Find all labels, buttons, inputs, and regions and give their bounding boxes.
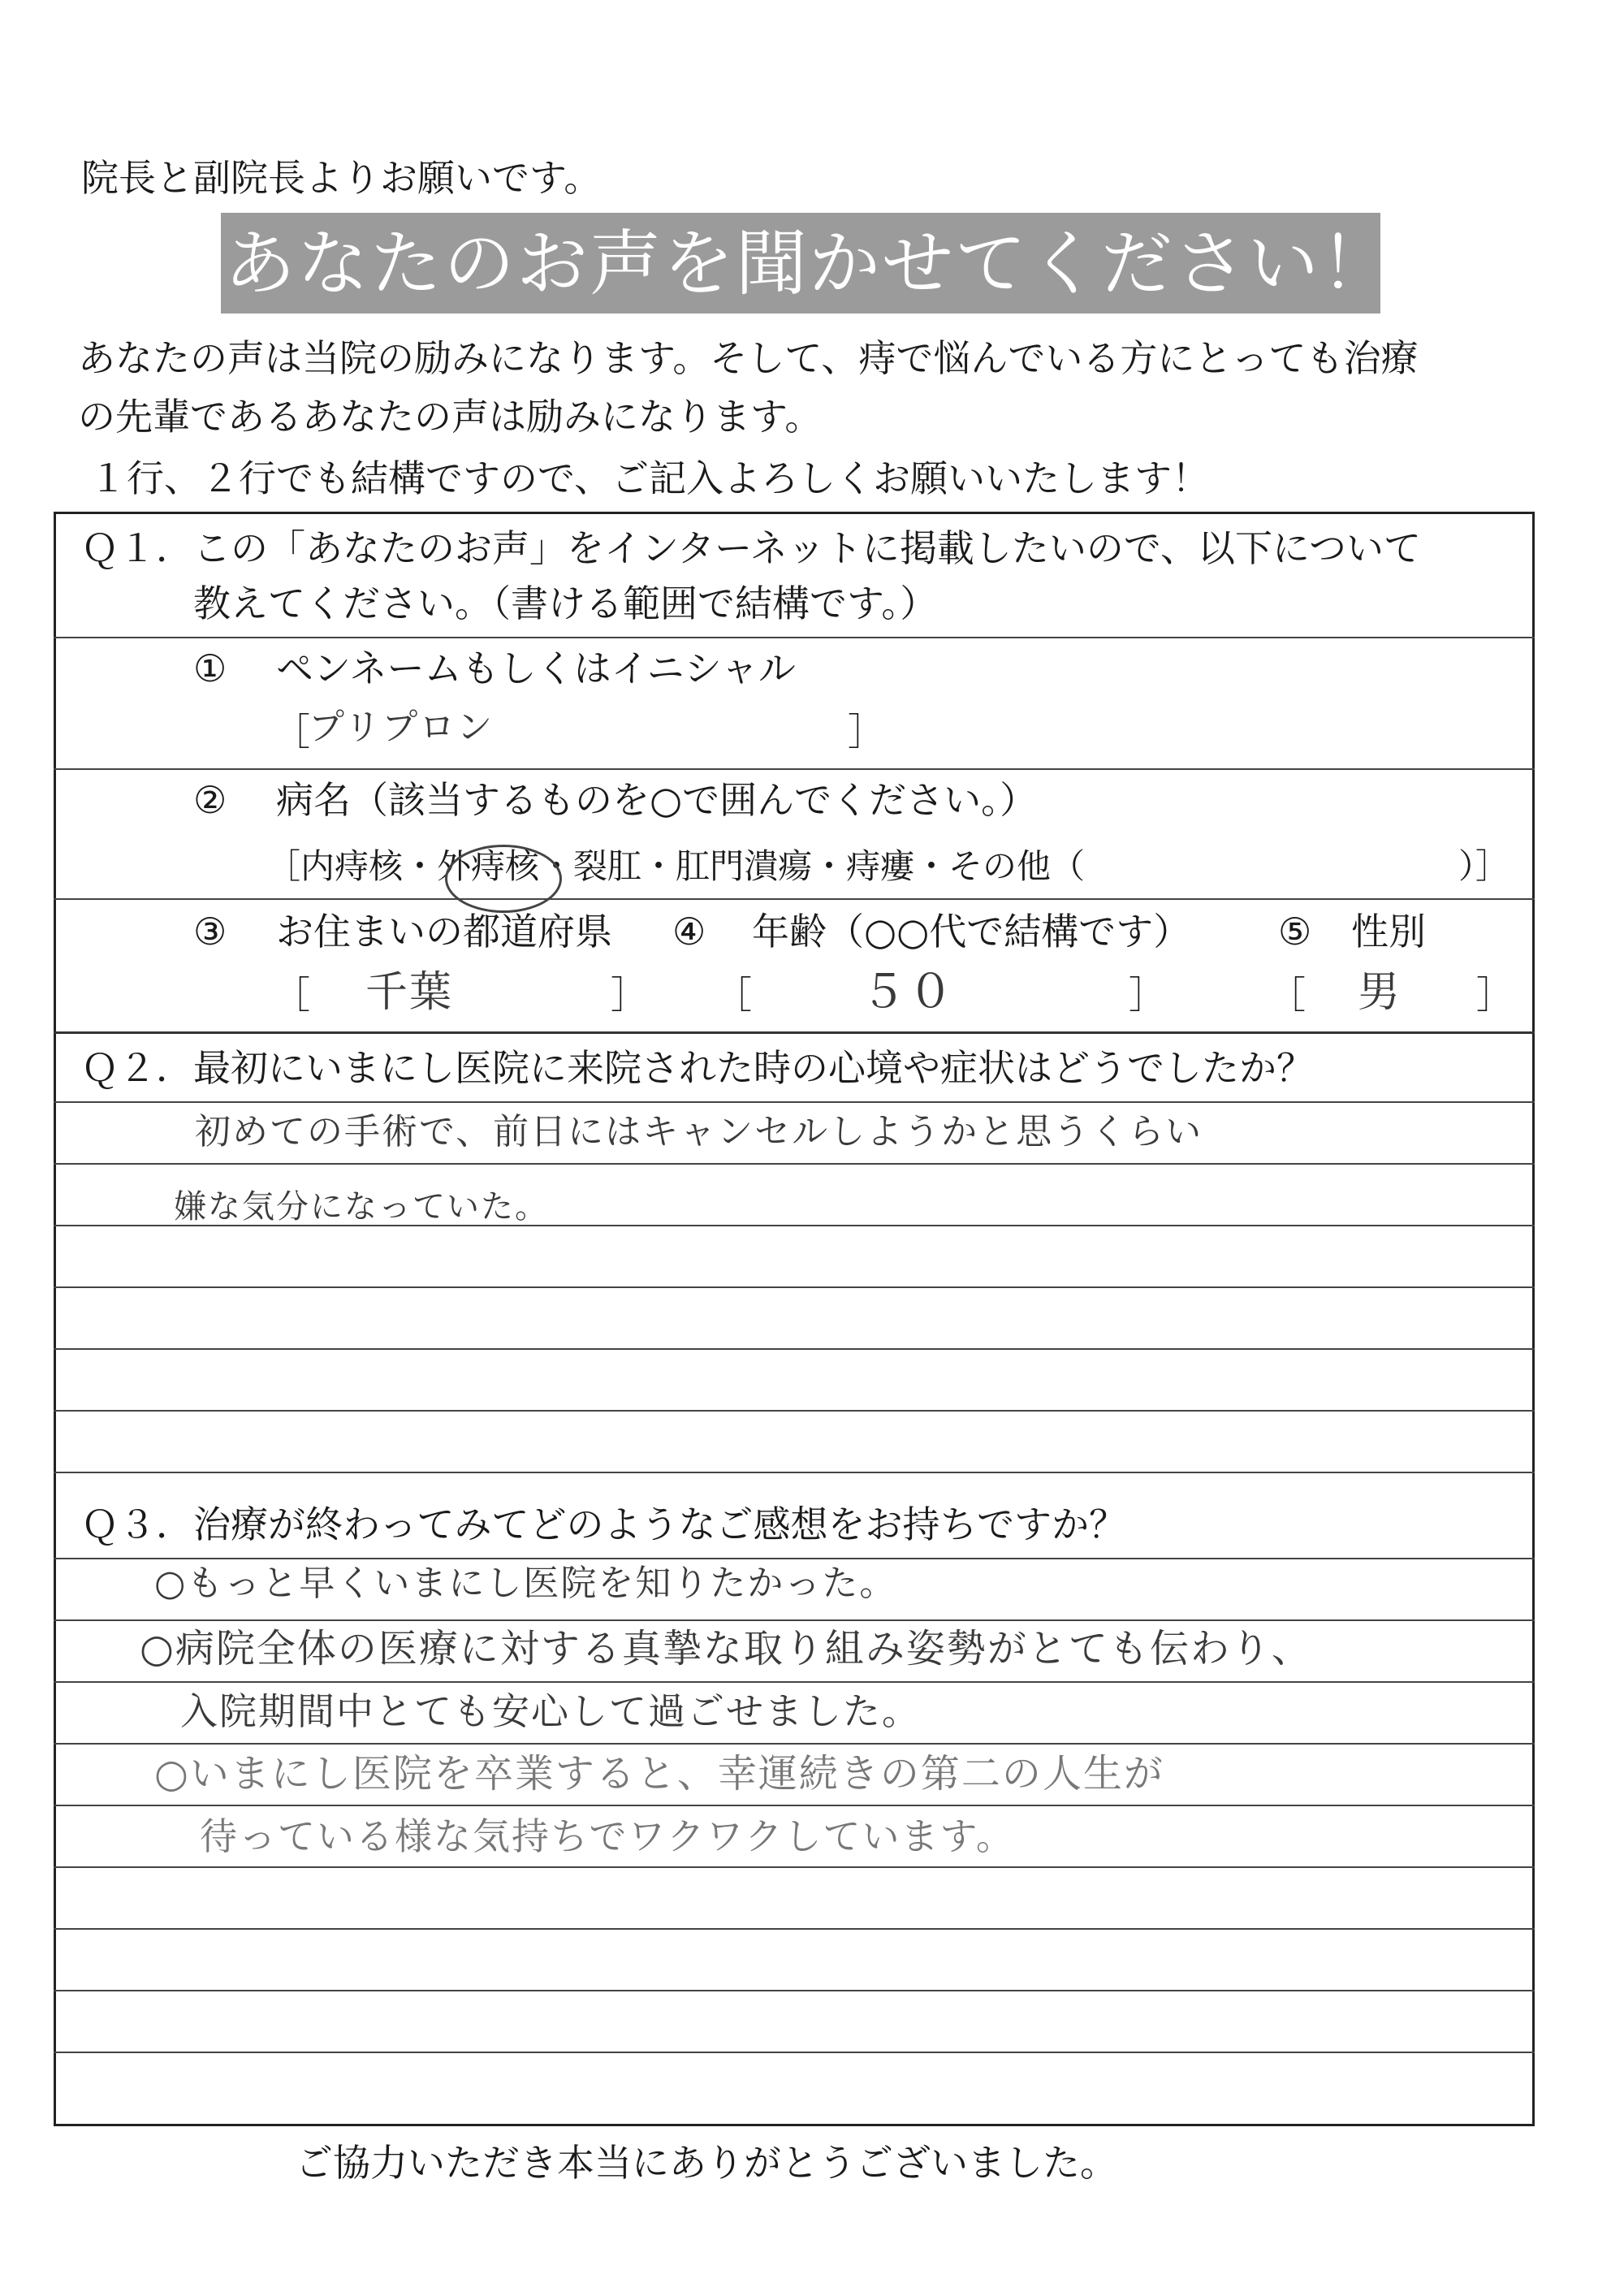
rule	[54, 1348, 1535, 1350]
rule	[54, 1286, 1535, 1288]
rule	[54, 898, 1535, 900]
q2-question: 最初にいまにし医院に来院された時の心境や症状はどうでしたか？	[193, 1046, 1314, 1090]
bracket-open: ［	[273, 973, 310, 1017]
bracket-close: ］	[611, 973, 648, 1017]
q3-answer-line-3[interactable]: 入院期間中とても安心して過ごせました。	[180, 1689, 921, 1733]
rule	[54, 1101, 1535, 1103]
rule	[54, 768, 1535, 770]
pen-name-answer[interactable]: プリプロン	[309, 707, 495, 748]
q1-item2-number: ②	[193, 778, 227, 822]
rule	[54, 1805, 1535, 1806]
intro-line: 院長と副院長よりお願いです。	[81, 156, 602, 200]
footer-thanks: ご協力いただき本当にありがとうございました。	[296, 2141, 1117, 2185]
bracket-open: ［	[715, 973, 752, 1017]
page-title: あなたのお声を聞かせてください！	[224, 222, 1394, 305]
bracket-close: ］	[1476, 973, 1514, 1017]
q1-label: Ｑ１．	[81, 526, 193, 570]
q2-label: Ｑ２．	[81, 1046, 193, 1090]
gender-answer[interactable]: 男	[1358, 968, 1402, 1017]
rule	[54, 1866, 1535, 1868]
q3-label: Ｑ３．	[81, 1503, 193, 1546]
q3-answer-line-5[interactable]: 待っている様な気持ちでワクワクしています。	[200, 1814, 1015, 1858]
q1-item1-label: ペンネームもしくはイニシャル	[276, 646, 796, 690]
rule	[54, 637, 1535, 638]
rule	[54, 1990, 1535, 1991]
q3-answer-line-4[interactable]: ○いまにし医院を卒業すると、幸運続きの第二の人生が	[154, 1751, 1164, 1797]
intro-paragraph-line-3: １行、２行でも結構ですので、ご記入よろしくお願いいたします！	[89, 456, 1210, 500]
q3-answer-line-1[interactable]: ○もっと早くいまにし医院を知りたかった。	[154, 1563, 897, 1604]
q2-answer-line-1[interactable]: 初めての手術で、前日にはキャンセルしようかと思うくらい	[195, 1111, 1203, 1152]
intro-paragraph-line-1: あなたの声は当院の励みになります。そして、痔で悩んでいる方にとっても治療	[78, 336, 1419, 380]
bracket-close: ］	[848, 710, 885, 754]
q3-question: 治療が終わってみてどのようなご感想をお持ちですか？	[193, 1503, 1127, 1546]
rule	[54, 1472, 1535, 1473]
diagnosis-options-close: ）］	[1458, 846, 1510, 886]
diagnosis-options: ［内痔核・外痔核・裂肛・肛門潰瘍・痔瘻・その他（	[266, 846, 1086, 886]
q1-item1-number: ①	[193, 646, 227, 690]
rule	[54, 1410, 1535, 1412]
q2-answer-line-2[interactable]: 嫌な気分になっていた。	[174, 1188, 549, 1226]
selected-option-circle	[445, 845, 562, 913]
rule	[54, 1558, 1535, 1559]
section-divider	[54, 1031, 1535, 1034]
prefecture-answer[interactable]: 千葉	[365, 968, 454, 1017]
q1-question-line-1: この「あなたのお声」をインターネットに掲載したいので、以下について	[193, 526, 1422, 570]
bracket-close: ］	[1129, 973, 1166, 1017]
q1-item3-number: ③	[193, 910, 227, 953]
q1-item2-label: 病名（該当するものを○で囲んでください。）	[276, 778, 1038, 822]
age-answer[interactable]: ５０	[861, 966, 955, 1018]
q1-item5-label: 性別	[1351, 910, 1426, 953]
bracket-open: ［	[273, 710, 310, 754]
bracket-open: ［	[1268, 973, 1306, 1017]
q1-item3-label: お住まいの都道府県	[276, 910, 612, 953]
questionnaire-frame	[54, 512, 1535, 2126]
rule	[54, 1928, 1535, 1930]
q1-item5-number: ⑤	[1278, 910, 1312, 953]
intro-paragraph-line-2: の先輩であるあなたの声は励みになります。	[78, 395, 823, 439]
q1-item4-number: ④	[672, 910, 706, 953]
rule	[54, 1743, 1535, 1745]
q3-answer-line-2[interactable]: ○病院全体の医療に対する真摯な取り組み姿勢がとても伝わり、	[140, 1626, 1312, 1671]
rule	[54, 1163, 1535, 1165]
q1-question-line-2: 教えてください。（書ける範囲で結構です。）	[193, 582, 938, 625]
rule	[54, 1619, 1535, 1621]
q1-item4-label: 年齢（○○代で結構です）	[752, 910, 1191, 953]
rule	[54, 2052, 1535, 2053]
rule	[54, 1681, 1535, 1683]
rule	[54, 1225, 1535, 1226]
